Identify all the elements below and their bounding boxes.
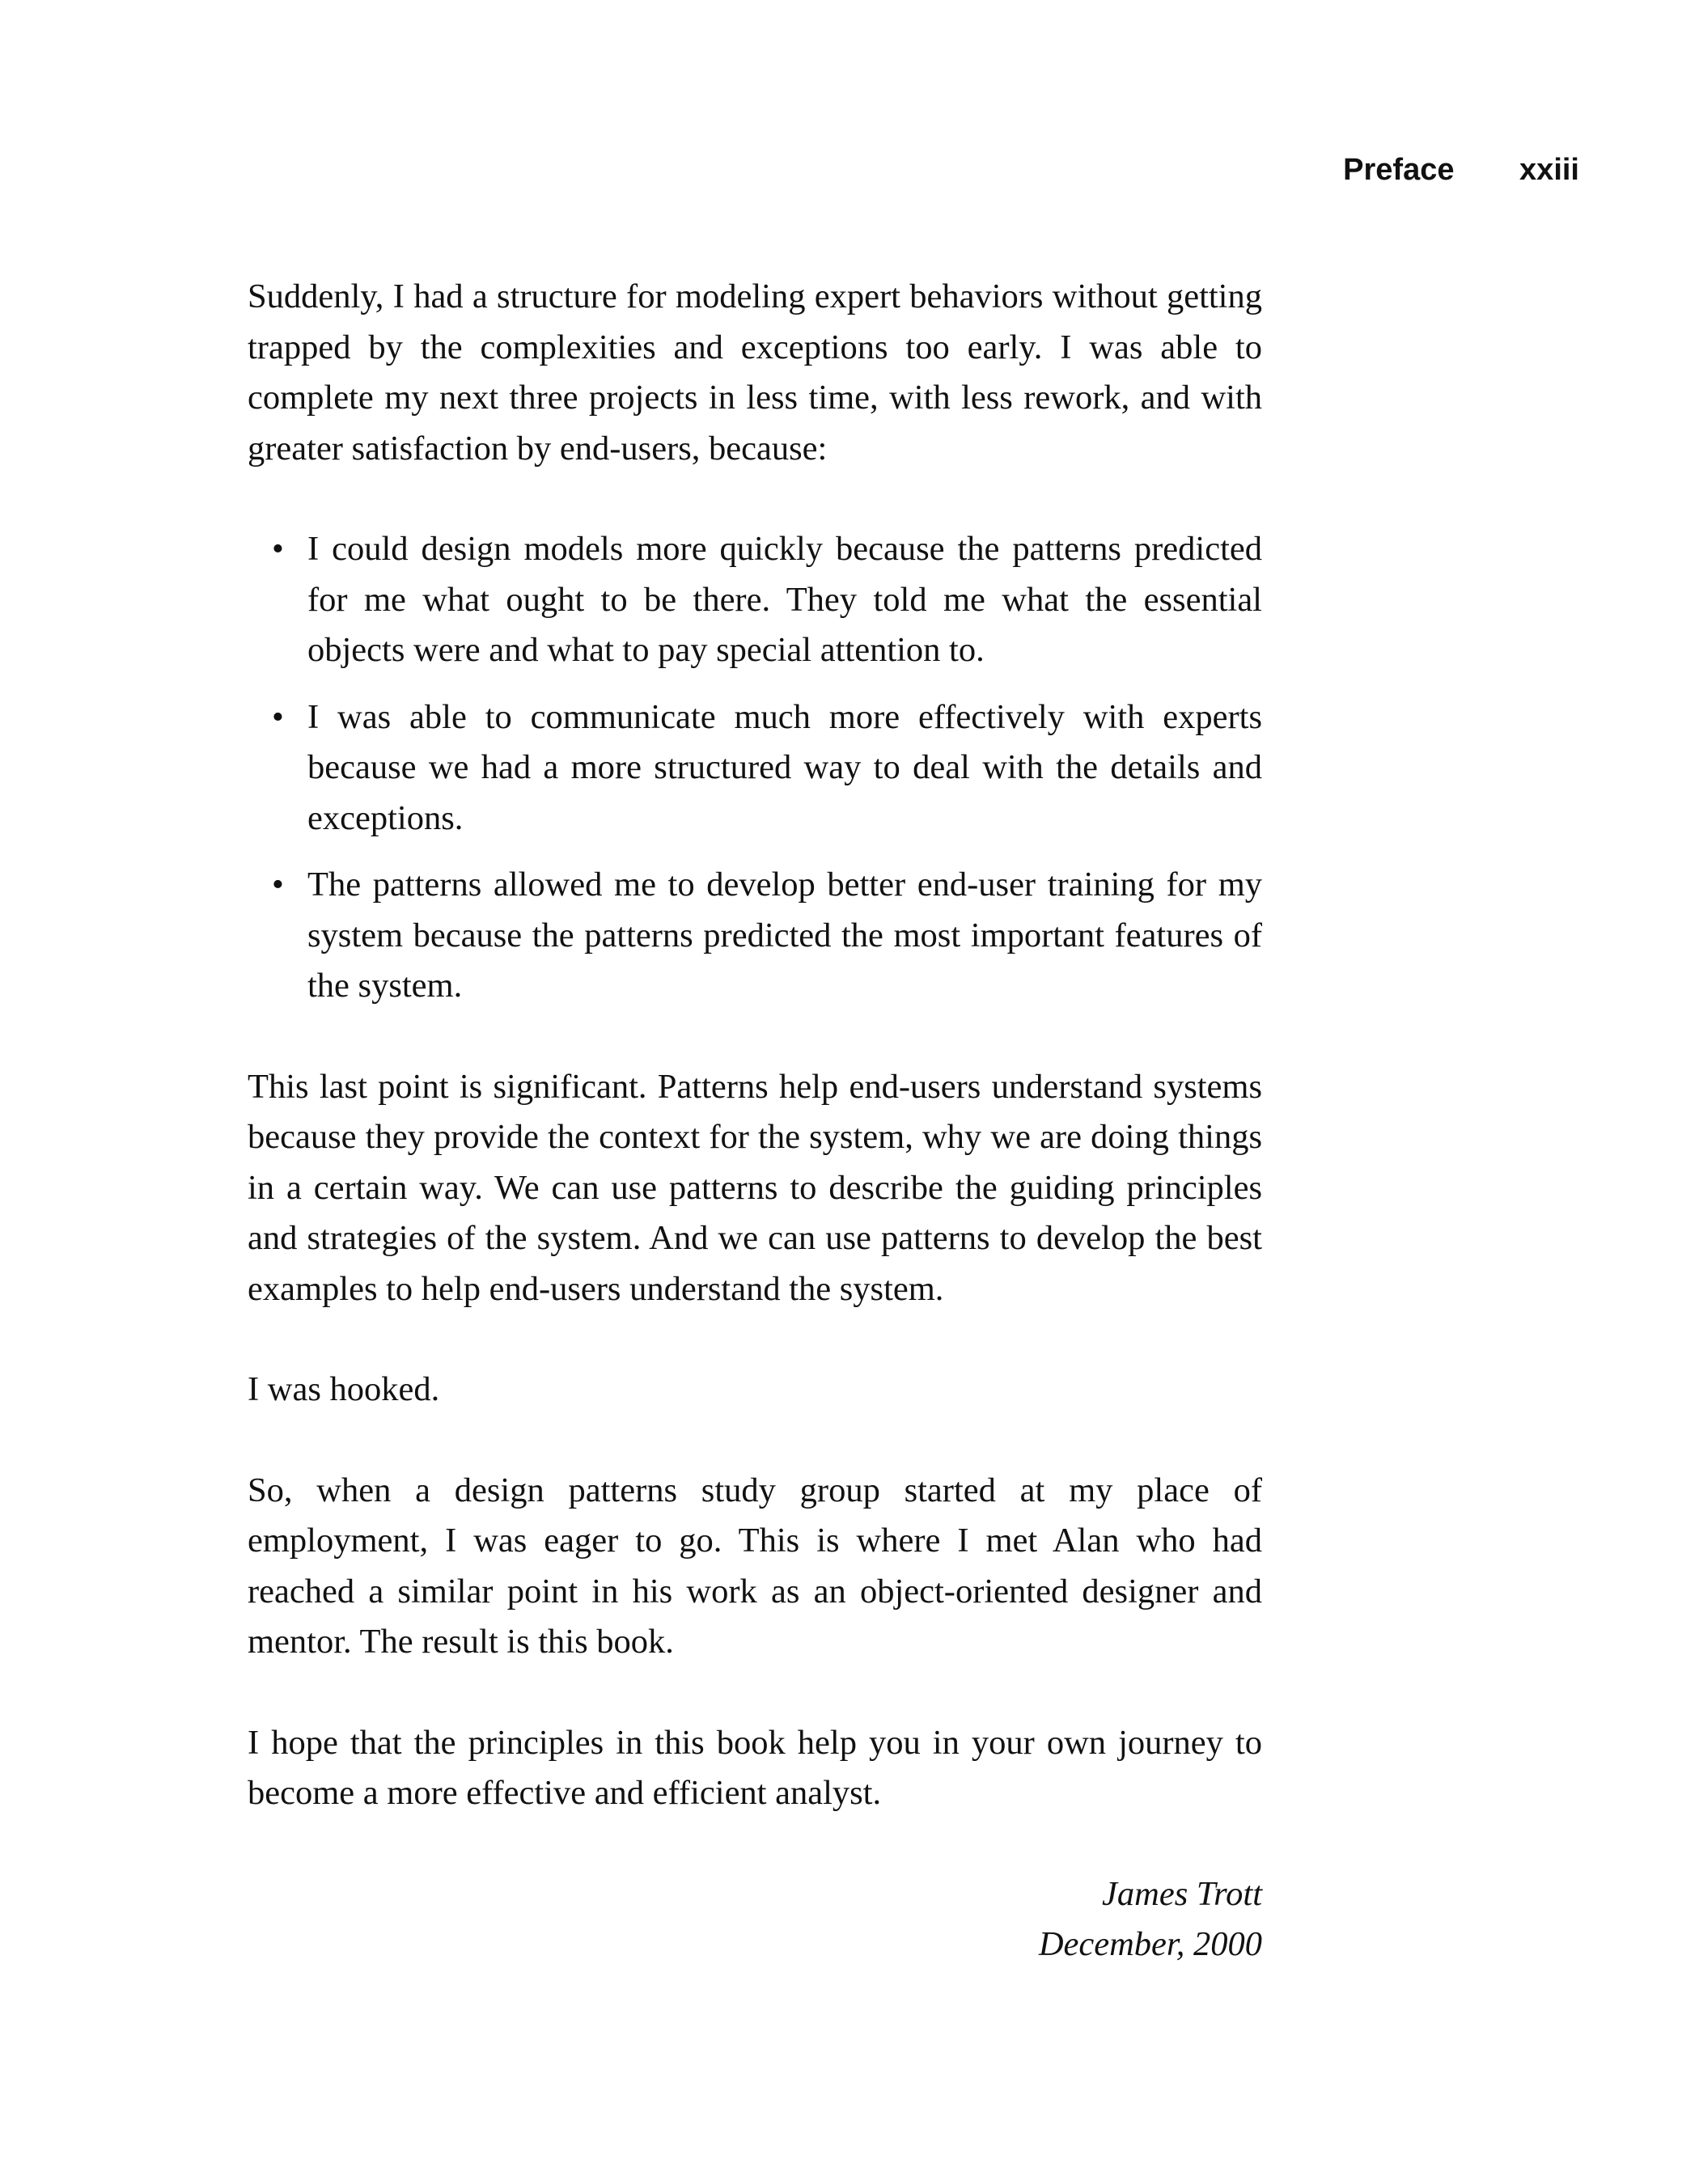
- bullet-item: [248, 524, 1262, 676]
- significance-paragraph: This last point is significant. Patterns help end-users understand systems because they provide the context for the system, why we are doing things in a certain way. We can use patterns to describe the guiding principles and strategies of the system. And we can use patterns to develop the best examples to help end-users understand the system.: [248, 1067, 1262, 1308]
- page-body: [248, 272, 1262, 1970]
- signature-date: December, 2000: [1038, 1925, 1262, 1963]
- hooked-paragraph: I was hooked.: [248, 1370, 440, 1408]
- signature-block: [248, 1869, 1262, 1970]
- page-number: xxiii: [1519, 153, 1579, 187]
- running-head: [1343, 150, 1579, 189]
- bullet-marker: •: [272, 530, 284, 568]
- bullet-item: [248, 692, 1262, 844]
- bullet-marker: •: [272, 697, 284, 736]
- running-head-section-title: Preface: [1343, 153, 1455, 187]
- signature-author: James Trott: [1102, 1874, 1262, 1913]
- bullet-item: [248, 860, 1262, 1012]
- bullet-text: The patterns allowed me to develop better end-user training for my system because the patterns predicted the most important features of the system.: [307, 866, 1262, 1005]
- bullet-list: [248, 524, 1262, 1012]
- bullet-text: I was able to communicate much more effectively with experts because we had a more structured way to deal with the details and exceptions.: [307, 697, 1262, 837]
- bullet-marker: •: [272, 866, 284, 904]
- intro-paragraph: Suddenly, I had a structure for modeling expert behaviors without getting trapped by the complexities and exceptions too early. I was able to complete my next three projects in less time, with less rework, and with greater satisfaction by end-users, because:: [248, 277, 1262, 468]
- hope-paragraph: I hope that the principles in this book help you in your own journey to become a more effective and efficient analyst.: [248, 1723, 1262, 1812]
- study-group-paragraph: So, when a design patterns study group started at my place of employment, I was eager to go. This is where I met Alan who had reached a similar point in his work as an object-oriented designer and mentor. The result is this book.: [248, 1471, 1262, 1661]
- bullet-text: I could design models more quickly because the patterns predicted for me what ought to be there. They told me what the essential objects were and what to pay special attention to.: [307, 530, 1262, 669]
